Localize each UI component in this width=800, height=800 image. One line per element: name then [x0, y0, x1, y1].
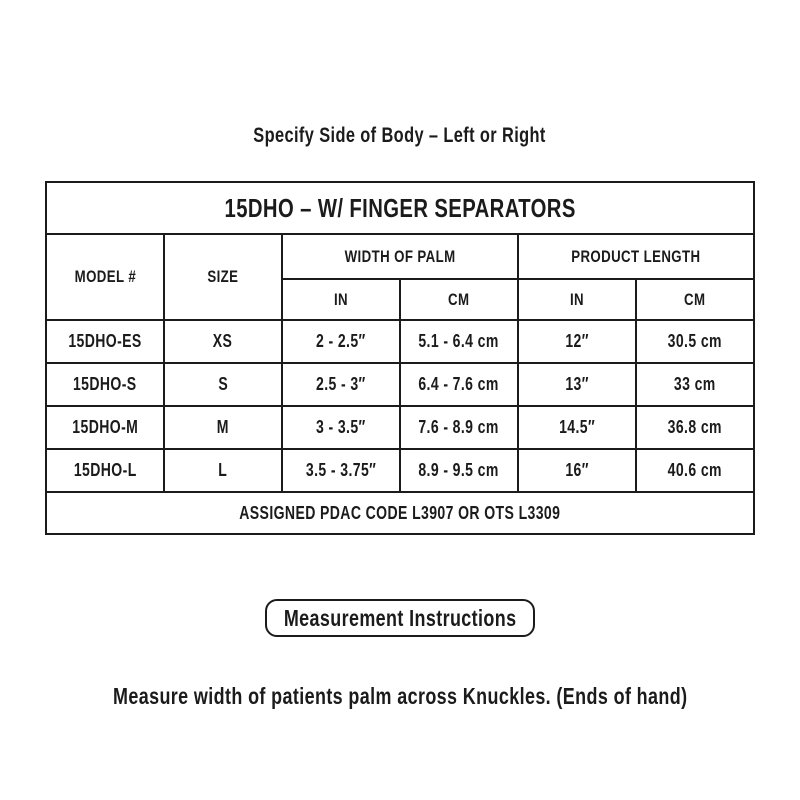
header-product-length-label: PRODUCT LENGTH — [571, 246, 701, 266]
cell-palm-in-value: 2.5 - 3″ — [316, 374, 366, 394]
cell-model — [46, 320, 164, 363]
header-model — [46, 234, 164, 320]
cell-palm-in — [282, 363, 400, 406]
cell-palm-cm — [400, 363, 518, 406]
header-model-label: MODEL # — [74, 267, 136, 286]
header-palm-cm-label: CM — [448, 289, 470, 309]
cell-palm-cm-value: 5.1 - 6.4 cm — [418, 331, 500, 351]
cell-palm-cm-value: 8.9 - 9.5 cm — [418, 460, 500, 480]
pdac-code-cell — [46, 492, 754, 534]
cell-size — [164, 406, 282, 449]
table-row — [46, 363, 754, 406]
table-title: 15DHO – W/ FINGER SEPARATORS — [224, 192, 576, 223]
table-title-row — [46, 182, 754, 234]
cell-length-in-value: 14.5″ — [558, 417, 596, 437]
side-of-body-note — [0, 124, 800, 148]
header-size-label: SIZE — [207, 267, 239, 286]
header-palm-in-label: IN — [333, 289, 349, 309]
header-palm-in — [282, 279, 400, 320]
cell-palm-cm-value: 6.4 - 7.6 cm — [418, 374, 500, 394]
measurement-note — [0, 683, 800, 710]
table-row — [46, 449, 754, 492]
header-length-in — [518, 279, 636, 320]
header-palm-cm — [400, 279, 518, 320]
cell-length-in-value: 12″ — [565, 331, 589, 351]
cell-model-value: 15DHO-M — [72, 417, 138, 437]
cell-palm-cm — [400, 449, 518, 492]
cell-model-value: 15DHO-L — [73, 460, 137, 480]
cell-palm-cm — [400, 406, 518, 449]
cell-palm-in — [282, 449, 400, 492]
cell-length-cm — [636, 449, 754, 492]
measurement-instructions-label: Measurement Instructions — [283, 604, 517, 631]
table-header-row — [46, 234, 754, 279]
side-of-body-note-text: Specify Side of Body – Left or Right — [253, 124, 547, 147]
cell-length-cm — [636, 320, 754, 363]
cell-palm-in-value: 3.5 - 3.75″ — [305, 460, 377, 480]
cell-length-cm-value: 40.6 cm — [667, 460, 723, 480]
cell-palm-in — [282, 320, 400, 363]
cell-model-value: 15DHO-ES — [68, 331, 142, 351]
header-product-length — [518, 234, 754, 279]
cell-size-value: L — [218, 460, 228, 480]
cell-palm-in-value: 2 - 2.5″ — [316, 331, 366, 351]
cell-length-cm-value: 33 cm — [674, 374, 716, 394]
cell-length-in — [518, 449, 636, 492]
header-width-of-palm — [282, 234, 518, 279]
cell-length-cm-value: 36.8 cm — [667, 417, 723, 437]
cell-length-in — [518, 320, 636, 363]
cell-size — [164, 449, 282, 492]
cell-palm-in — [282, 406, 400, 449]
pdac-code-text: ASSIGNED PDAC CODE L3907 OR OTS L3309 — [239, 502, 561, 523]
cell-palm-cm-value: 7.6 - 8.9 cm — [418, 417, 500, 437]
measurement-note-text: Measure width of patients palm across Knuckles. (Ends of hand) — [112, 683, 688, 709]
measurement-instructions-button[interactable] — [265, 599, 535, 637]
cell-length-cm — [636, 406, 754, 449]
cell-length-in-value: 13″ — [565, 374, 589, 394]
cell-size-value: M — [216, 417, 230, 437]
table-row — [46, 406, 754, 449]
cell-length-in — [518, 406, 636, 449]
cell-size — [164, 363, 282, 406]
cell-size-value: XS — [213, 331, 233, 351]
header-length-cm-label: CM — [684, 289, 706, 309]
table-title-cell — [46, 182, 754, 234]
cell-length-cm — [636, 363, 754, 406]
header-width-of-palm-label: WIDTH OF PALM — [344, 246, 456, 266]
table-row — [46, 320, 754, 363]
size-chart-table — [45, 181, 755, 535]
cell-size — [164, 320, 282, 363]
cell-model — [46, 363, 164, 406]
header-length-cm — [636, 279, 754, 320]
header-size — [164, 234, 282, 320]
cell-model-value: 15DHO-S — [73, 374, 137, 394]
cell-palm-in-value: 3 - 3.5″ — [316, 417, 366, 437]
cell-length-in — [518, 363, 636, 406]
cell-size-value: S — [218, 374, 228, 394]
cell-model — [46, 406, 164, 449]
header-length-in-label: IN — [569, 289, 585, 309]
cell-model — [46, 449, 164, 492]
cell-palm-cm — [400, 320, 518, 363]
cell-length-in-value: 16″ — [565, 460, 589, 480]
cell-length-cm-value: 30.5 cm — [667, 331, 723, 351]
table-footer-row — [46, 492, 754, 534]
